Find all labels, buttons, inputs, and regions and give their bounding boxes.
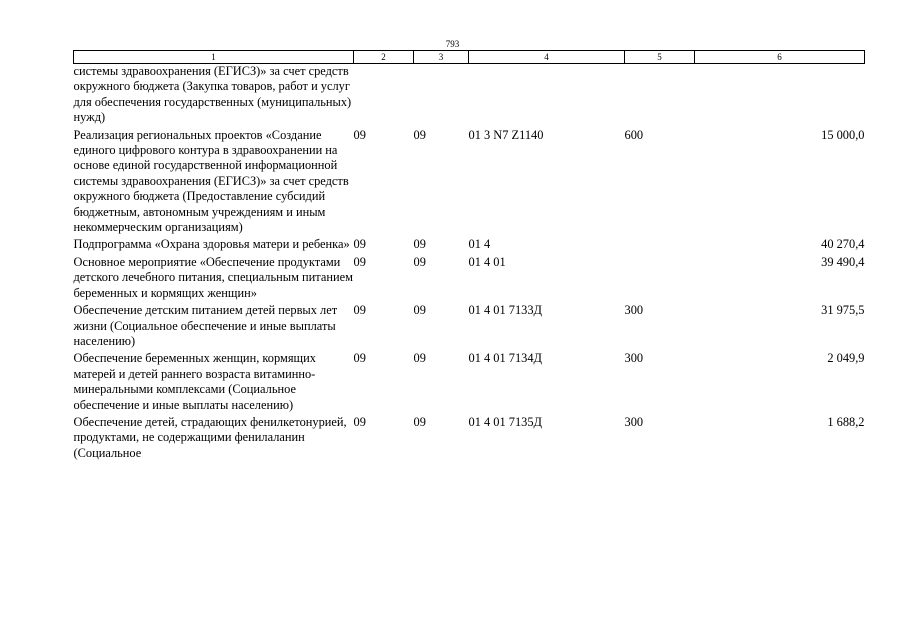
item-name: Обеспечение детей, страдающих фенилкетонурией, продуктами, не содержащими фенилаланин (Социальное xyxy=(73,414,347,460)
column-header-4: 4 xyxy=(469,51,625,64)
subsection-code xyxy=(414,64,469,128)
section-code: 09 xyxy=(353,127,366,142)
subsection-code: 09 xyxy=(413,127,426,142)
column-header-2: 2 xyxy=(354,51,414,64)
subsection-code: 09 xyxy=(413,237,426,252)
target-article-code: 01 4 01 7133Д xyxy=(468,303,543,318)
target-article-code: 01 4 01 xyxy=(468,254,506,269)
expense-type-code xyxy=(625,237,695,254)
section-code xyxy=(354,64,414,128)
subsection-code: 09 xyxy=(413,351,426,366)
table-row xyxy=(74,415,865,463)
amount: 31 975,5 xyxy=(821,303,865,318)
section-code: 09 xyxy=(353,254,366,269)
column-header-1: 1 xyxy=(74,51,354,64)
section-code: 09 xyxy=(353,303,366,318)
expense-type-code xyxy=(625,64,695,128)
section-code: 09 xyxy=(353,351,366,366)
expense-type-code xyxy=(625,255,695,303)
expense-type-code: 300 xyxy=(624,351,644,366)
page-number: 793 xyxy=(445,39,460,49)
target-article-code: 01 4 01 7134Д xyxy=(468,351,543,366)
budget-table xyxy=(73,50,865,463)
target-article-code: 01 4 01 7135Д xyxy=(468,414,543,429)
item-name: Основное мероприятие «Обеспечение продуктами детского лечебного питания, специальным питанием беременных и кормящих женщин» xyxy=(73,254,353,300)
column-header-5: 5 xyxy=(625,51,695,64)
table-row xyxy=(74,237,865,254)
item-name: Подпрограмма «Охрана здоровья матери и ребенка» xyxy=(73,237,350,252)
section-code: 09 xyxy=(353,237,366,252)
amount: 1 688,2 xyxy=(827,414,865,429)
subsection-code: 09 xyxy=(413,303,426,318)
subsection-code: 09 xyxy=(413,414,426,429)
table-row xyxy=(74,64,865,128)
expense-type-code: 300 xyxy=(624,414,644,429)
column-header-6: 6 xyxy=(695,51,865,64)
item-name: Обеспечение беременных женщин, кормящих матерей и детей раннего возраста витаминно-минеральными комплексами (Социальное обеспечение и иные выплаты населению) xyxy=(73,351,316,412)
amount: 15 000,0 xyxy=(821,127,865,142)
target-article-code xyxy=(469,64,625,128)
expense-type-code: 600 xyxy=(624,127,644,142)
amount: 40 270,4 xyxy=(821,237,865,252)
section-code: 09 xyxy=(353,414,366,429)
amount: 2 049,9 xyxy=(827,351,865,366)
target-article-code: 01 4 xyxy=(468,237,491,252)
table-header xyxy=(74,51,865,64)
column-header-3: 3 xyxy=(414,51,469,64)
table-body xyxy=(74,64,865,464)
table-row xyxy=(74,128,865,238)
item-name: Обеспечение детским питанием детей первых лет жизни (Социальное обеспечение и иные выплаты населению) xyxy=(73,303,338,348)
header-row xyxy=(74,51,865,64)
table-row xyxy=(74,351,865,415)
table-row xyxy=(74,303,865,351)
amount: 39 490,4 xyxy=(821,254,865,269)
expense-type-code: 300 xyxy=(624,303,644,318)
subsection-code: 09 xyxy=(413,254,426,269)
amount xyxy=(695,64,865,128)
table-row xyxy=(74,255,865,303)
target-article-code: 01 3 N7 Z1140 xyxy=(468,127,544,142)
item-name: системы здравоохранения (ЕГИСЗ)» за счет средств окружного бюджета (Закупка товаров, работ и услуг для обеспечения государственных (муниципальных) нужд) xyxy=(73,64,352,125)
item-name: Реализация региональных проектов «Создание единого цифрового контура в здравоохранении на основе единой государственной информационной системы здравоохранения (ЕГИСЗ)» за счет средств окружного бюджета (Предоставление субсидий бюджетным, автономным учреждениям и иным некоммерческим организациям) xyxy=(73,127,349,235)
